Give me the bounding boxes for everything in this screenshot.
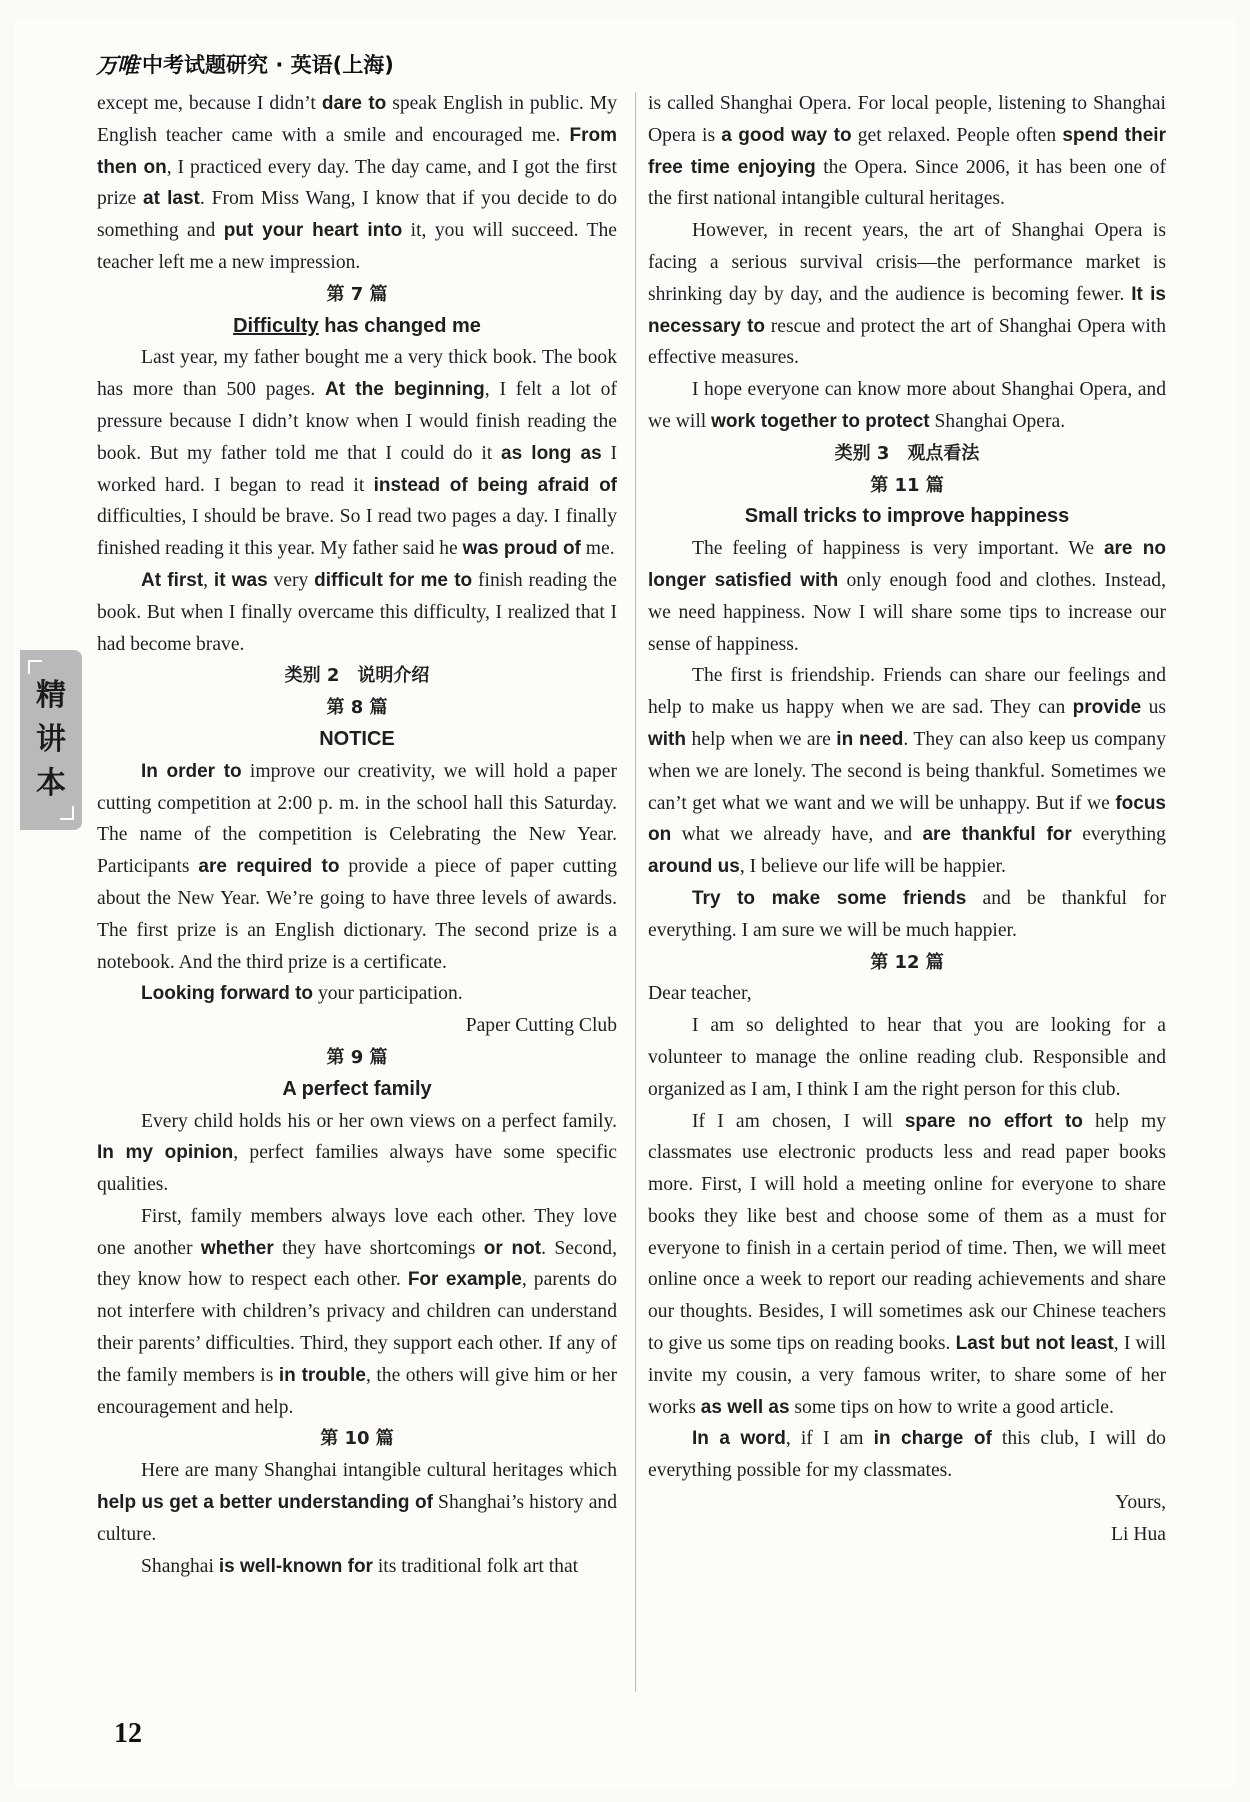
paragraph: Here are many Shanghai intangible cultural heritages which help us get a better understanding of Shanghai’s history and culture. bbox=[97, 1460, 617, 1545]
header-title: 中考试题研究 · 英语(上海) bbox=[142, 53, 394, 77]
page-number: 12 bbox=[114, 1718, 142, 1749]
piece-title: A perfect family bbox=[282, 1077, 432, 1100]
piece-number: 第 7 篇 bbox=[326, 283, 388, 305]
paragraph: However, in recent years, the art of Shanghai Opera is facing a serious survival crisis—the performance market is shrinking day by day, and the audience is becoming fewer. It is necessary to rescue and protect the art of Shanghai Opera with effective measures. bbox=[648, 220, 1166, 369]
piece-number: 第 12 篇 bbox=[870, 951, 944, 973]
right-column bbox=[648, 88, 1166, 1551]
piece-number: 第 9 篇 bbox=[326, 1046, 388, 1068]
paragraph: First, family members always love each other. They love one another whether they have shortcomings or not. Second, they know how to respect each other. For example, parents do not interfere with children’s privacy and children can understand their parents’ difficulties. Third, they support each other. If any of the family members is in trouble, the others will give him or her encouragement and help. bbox=[97, 1205, 617, 1418]
paragraph: The first is friendship. Friends can share our feelings and help to make us happy when we are sad. They can provide us with help when we are in need. They can also keep us company when we are lonely. The second is being thankful. Sometimes we can’t get what we want and we will be unhappy. But if we focus on what we already have, and are thankful for everything around us, I believe our life will be happier. bbox=[648, 665, 1166, 878]
brand-logo: 万唯 bbox=[96, 53, 139, 79]
piece-number: 第 8 篇 bbox=[326, 697, 388, 719]
corner-bracket-icon bbox=[28, 660, 42, 674]
paragraph: The feeling of happiness is very important. We are no longer satisfied with only enough food and clothes. Instead, we need happiness. Now I will share some tips to increase our sense of happiness. bbox=[648, 538, 1166, 655]
category-heading: 类别 3 观点看法 bbox=[834, 442, 980, 464]
corner-bracket-icon bbox=[60, 806, 74, 820]
paragraph: Shanghai is well-known for its traditional folk art that bbox=[141, 1555, 579, 1577]
paragraph: is called Shanghai Opera. For local people, listening to Shanghai Opera is a good way to get relaxed. People often spend their free time enjoying the Opera. Since 2006, it has been one of the first national intangible cultural heritages. bbox=[648, 93, 1166, 210]
signature: Paper Cutting Club bbox=[465, 1015, 617, 1037]
paragraph: Try to make some friends and be thankful for everything. I am sure we will be much happier. bbox=[648, 887, 1166, 941]
letter-signature: Li Hua bbox=[1111, 1523, 1166, 1545]
piece-title: NOTICE bbox=[319, 727, 395, 750]
piece-title: Difficulty has changed me bbox=[233, 314, 481, 337]
column-divider bbox=[635, 92, 636, 1692]
paragraph: In a word, if I am in charge of this club, I will do everything possible for my classmates. bbox=[648, 1428, 1166, 1482]
piece-number: 第 10 篇 bbox=[320, 1428, 394, 1450]
paragraph: Looking forward to your participation. bbox=[141, 983, 463, 1005]
piece-title: Small tricks to improve happiness bbox=[744, 505, 1070, 528]
letter-greeting: Dear teacher, bbox=[648, 983, 752, 1005]
paragraph: I hope everyone can know more about Shanghai Opera, and we will work together to protect Shanghai Opera. bbox=[648, 379, 1166, 432]
paragraph: except me, because I didn’t dare to speak English in public. My English teacher came with a smile and encouraged me. From then on, I practiced every day. The day came, and I got the first prize at last. From Miss Wang, I know that if you decide to do something and put your heart into it, you will succeed. The teacher left me a new impression. bbox=[97, 93, 618, 273]
paragraph: At first, it was very difficult for me to finish reading the book. But when I finally overcame this difficulty, I realized that I had become brave. bbox=[97, 569, 617, 655]
paragraph: If I am chosen, I will spare no effort to help my classmates use electronic products less and read paper books more. First, I will hold a meeting online for everyone to share books they like best and choose some of them as a must for everyone to finish in a certain period of time. Then, we will meet online once a week to report our reading achievements and share our thoughts. Besides, I will sometimes ask our Chinese teachers to give us some tips on reading books. Last but not least, I will invite my cousin, a very famous writer, to share some of her works as well as some tips on how to write a good article. bbox=[648, 1110, 1167, 1418]
paragraph: In order to improve our creativity, we will hold a paper cutting competition at 2:00 p. m. in the school hall this Saturday. The name of the competition is Celebrating the New Year. Participants are required to provide a piece of paper cutting about the New Year. We’re going to have three levels of awards. The first prize is an English dictionary. The second prize is a notebook. And the third prize is a certificate. bbox=[97, 760, 617, 973]
side-tab-char: 精 bbox=[36, 678, 66, 713]
paragraph: Last year, my father bought me a very thick book. The book has more than 500 pages. At the beginning, I felt a lot of pressure because I didn’t know when I would finish reading the book. But my father told me that I could do it as long as I worked hard. I began to read it instead of being afraid of difficulties, I should be brave. So I read two pages a day. I finally finished reading it this year. My father said he was proud of me. bbox=[97, 347, 617, 560]
running-header bbox=[96, 48, 394, 80]
letter-closing: Yours, bbox=[1115, 1492, 1166, 1514]
paragraph: Every child holds his or her own views on a perfect family. In my opinion, perfect families always have some specific qualities. bbox=[97, 1110, 617, 1196]
side-tab-char: 本 bbox=[36, 766, 66, 801]
side-tab bbox=[20, 650, 82, 830]
paragraph: I am so delighted to hear that you are looking for a volunteer to manage the online reading club. Responsible and organized as I am, I think I am the right person for this club. bbox=[648, 1015, 1166, 1100]
piece-number: 第 11 篇 bbox=[870, 474, 944, 496]
category-heading: 类别 2 说明介绍 bbox=[284, 665, 430, 687]
side-tab-char: 讲 bbox=[36, 722, 66, 757]
left-column bbox=[97, 88, 617, 1582]
